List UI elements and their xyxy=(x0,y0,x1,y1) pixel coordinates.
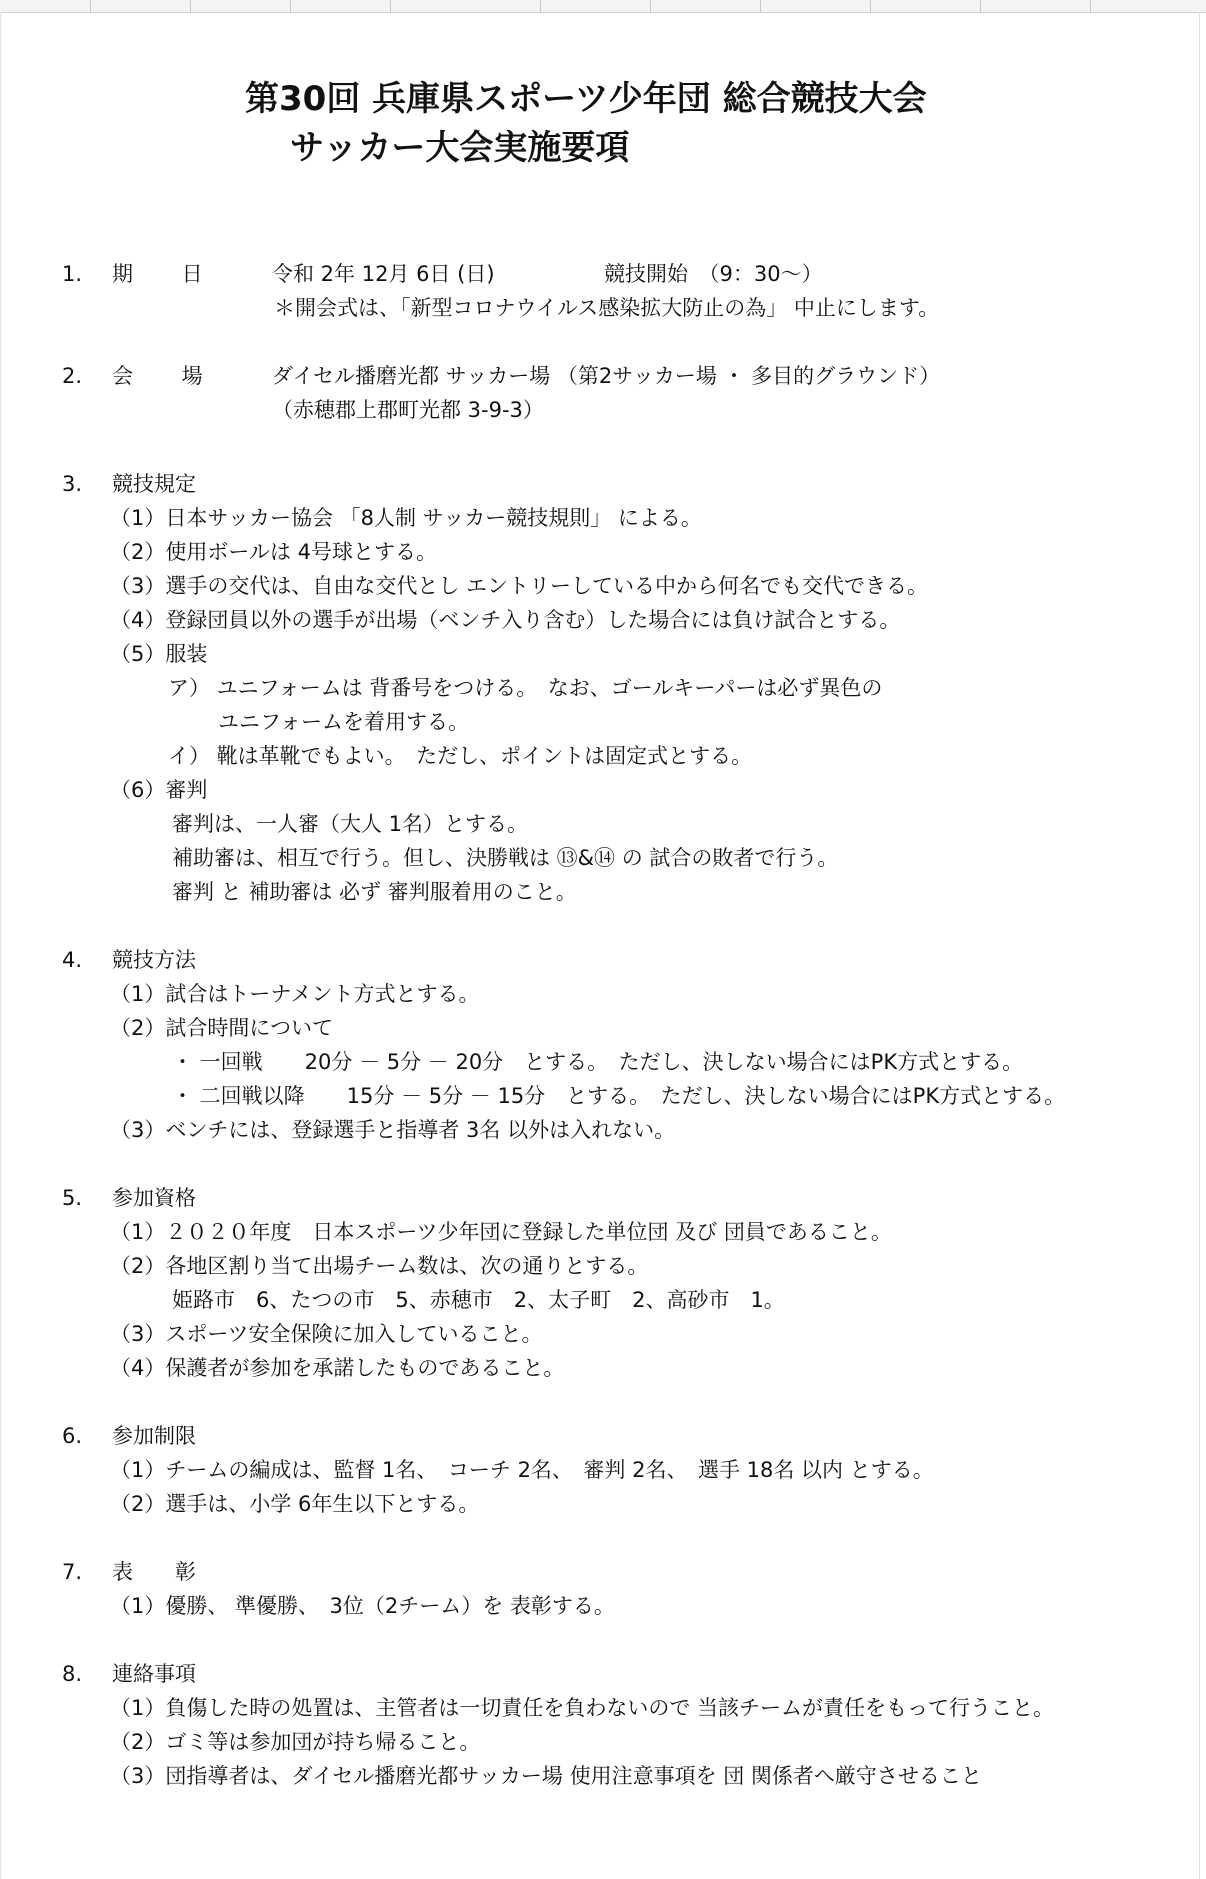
sub-item: ア） ユニフォームは 背番号をつける。 なお、ゴールキーパーは必ず異色の xyxy=(168,676,883,700)
list-item: （4）登録団員以外の選手が出場（ベンチ入り含む）した場合には負け試合とする。 xyxy=(110,608,901,632)
start-time: 競技開始 （9：30～） xyxy=(604,262,823,286)
list-item: （2）各地区割り当て出場チーム数は、次の通りとする。 xyxy=(110,1254,649,1278)
sub-item: 姫路市 6、たつの市 5、赤穂市 2、太子町 2、高砂市 1。 xyxy=(172,1288,785,1312)
section-number: 7. xyxy=(62,1560,83,1584)
section-number: 3. xyxy=(62,472,83,496)
page-left-edge xyxy=(0,12,1,1879)
list-item: （1）負傷した時の処置は、主管者は一切責任を負わないので 当該チームが責任をもって行うこと。 xyxy=(110,1696,1055,1720)
sub-item: ・ 一回戦 20分 － 5分 － 20分 とする。 ただし、決しない場合にはPK方式とする。 xyxy=(172,1050,1024,1074)
event-date: 令和 2年 12月 6日 (日) xyxy=(272,262,495,286)
sub-item: 審判は、一人審（大人 1名）とする。 xyxy=(172,812,529,836)
section-heading: 期 日 xyxy=(112,262,203,286)
top-toolbar-strip xyxy=(0,0,1206,13)
section-heading: 競技方法 xyxy=(112,948,196,972)
venue-address: （赤穂郡上郡町光都 3-9-3） xyxy=(272,398,544,422)
sub-item: ・ 二回戦以降 15分 － 5分 － 15分 とする。 ただし、決しない場合にはPK方式とする。 xyxy=(172,1084,1066,1108)
column-divider xyxy=(90,0,91,12)
column-divider xyxy=(760,0,761,12)
document-subtitle: サッカー大会実施要項 xyxy=(290,128,630,168)
section-heading: 表 彰 xyxy=(112,1560,196,1584)
section-heading: 会 場 xyxy=(112,364,203,388)
column-divider xyxy=(390,0,391,12)
list-item: （1）試合はトーナメント方式とする。 xyxy=(110,982,480,1006)
list-item: （3）スポーツ安全保険に加入していること。 xyxy=(110,1322,543,1346)
section-number: 6. xyxy=(62,1424,83,1448)
ceremony-note: ＊開会式は、「新型コロナウイルス感染拡大防止の為」 中止にします。 xyxy=(274,296,940,320)
list-item: （2）選手は、小学 6年生以下とする。 xyxy=(110,1492,480,1516)
section-number: 1. xyxy=(62,262,83,286)
list-item: （3）選手の交代は、自由な交代とし エントリーしている中から何名でも交代できる。 xyxy=(110,574,929,598)
section-heading: 競技規定 xyxy=(112,472,196,496)
sub-item-continued: ユニフォームを着用する。 xyxy=(218,710,469,734)
section-heading: 参加制限 xyxy=(112,1424,196,1448)
section-heading: 連絡事項 xyxy=(112,1662,196,1686)
list-item: （3）団指導者は、ダイセル播磨光都サッカー場 使用注意事項を 団 関係者へ厳守させること xyxy=(110,1764,982,1788)
section-number: 8. xyxy=(62,1662,83,1686)
column-divider xyxy=(1090,0,1091,12)
venue-name: ダイセル播磨光都 サッカー場 （第2サッカー場 ・ 多目的グラウンド） xyxy=(272,364,941,388)
document-title: 第30回 兵庫県スポーツ少年団 総合競技大会 xyxy=(245,79,927,119)
column-divider xyxy=(980,0,981,12)
section-number: 2. xyxy=(62,364,83,388)
list-item: （1）２０２０年度 日本スポーツ少年団に登録した単位団 及び 団員であること。 xyxy=(110,1220,892,1244)
list-item: （2）試合時間について xyxy=(110,1016,333,1040)
list-item: （1）チームの編成は、監督 1名、 コーチ 2名、 審判 2名、 選手 18名 以内 とする。 xyxy=(110,1458,934,1482)
list-item: （4）保護者が参加を承諾したものであること。 xyxy=(110,1356,565,1380)
column-divider xyxy=(190,0,191,12)
sub-item: 補助審は、相互で行う。但し、決勝戦は ⑬&⑭ の 試合の敗者で行う。 xyxy=(172,846,839,870)
section-heading: 参加資格 xyxy=(112,1186,196,1210)
list-item: （5）服装 xyxy=(110,642,208,666)
list-item: （2）使用ボールは 4号球とする。 xyxy=(110,540,437,564)
list-item: （6）審判 xyxy=(110,778,208,802)
list-item: （2）ゴミ等は参加団が持ち帰ること。 xyxy=(110,1730,481,1754)
column-divider xyxy=(290,0,291,12)
page-right-edge xyxy=(1199,12,1200,1879)
column-divider xyxy=(870,0,871,12)
list-item: （1）優勝、 準優勝、 3位（2チーム）を 表彰する。 xyxy=(110,1594,615,1618)
column-divider xyxy=(650,0,651,12)
section-number: 5. xyxy=(62,1186,83,1210)
section-number: 4. xyxy=(62,948,83,972)
sub-item: イ） 靴は革靴でもよい。 ただし、ポイントは固定式とする。 xyxy=(168,744,753,768)
column-divider xyxy=(540,0,541,12)
list-item: （1）日本サッカー協会 「8人制 サッカー競技規則」 による。 xyxy=(110,506,702,530)
list-item: （3）ベンチには、登録選手と指導者 3名 以外は入れない。 xyxy=(110,1118,676,1142)
sub-item: 審判 と 補助審は 必ず 審判服着用のこと。 xyxy=(172,880,577,904)
